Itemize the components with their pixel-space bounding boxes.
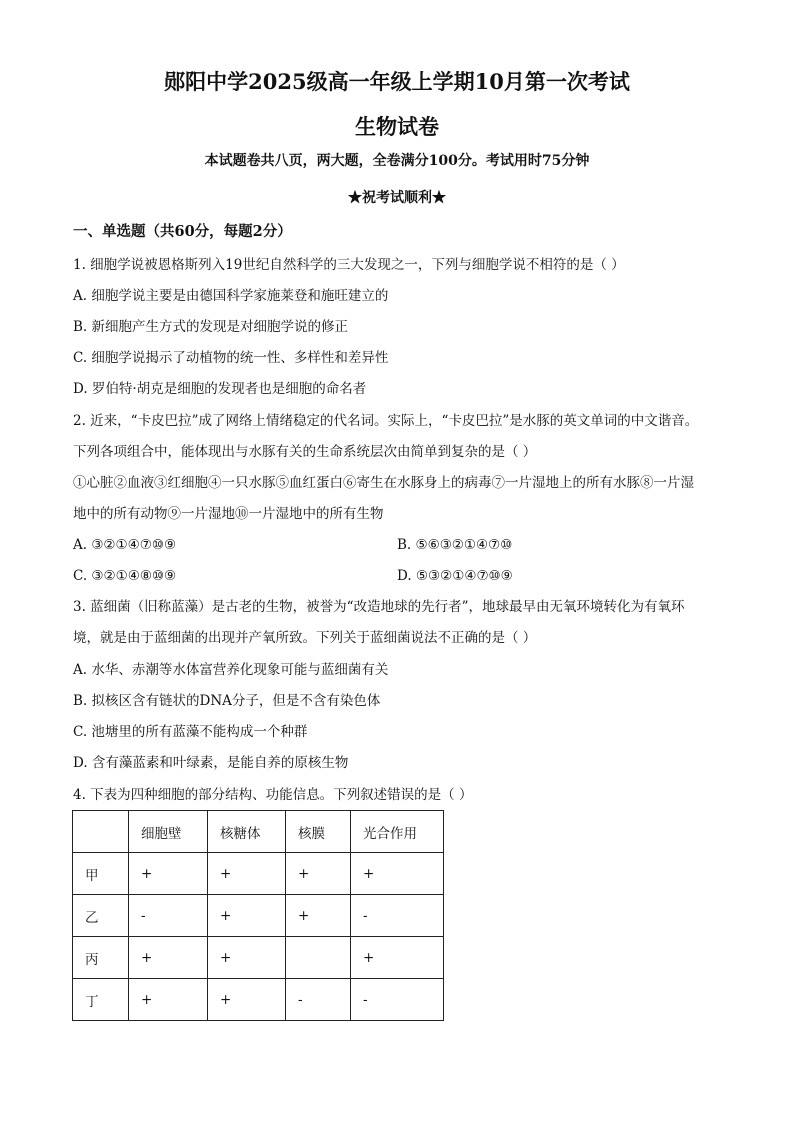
table-cell: +: [208, 937, 286, 979]
q3-option-a: A. 水华、赤潮等水体富营养化现象可能与蓝细菌有关: [73, 662, 389, 678]
table-cell: +: [129, 937, 208, 979]
table-row: [73, 937, 444, 979]
q1-option-a: A. 细胞学说主要是由德国科学家施莱登和施旺建立的: [73, 288, 389, 304]
table-cell: 乙: [73, 895, 129, 937]
table-header-cell: 光合作用: [351, 811, 444, 853]
q4-stem: 4. 下表为四种细胞的部分结构、功能信息。下列叙述错误的是（ ）: [73, 787, 473, 803]
q2-option-d: D. ⑤③②①④⑦⑩⑨: [397, 568, 513, 584]
table-cell: -: [351, 895, 444, 937]
table-row: [73, 979, 444, 1021]
subject-title: 生物试卷: [355, 114, 439, 139]
table-header-cell: 核糖体: [208, 811, 286, 853]
q2-stem-line1: 2. 近来，“卡皮巴拉”成了网络上情绪稳定的代名词。实际上，“卡皮巴拉”是水豚的英文单词的中文谐音。: [73, 413, 699, 429]
section-heading: 一、单选题（共60分，每题2分）: [73, 223, 292, 240]
table-cell: 丙: [73, 937, 129, 979]
q3-option-b: B. 拟核区含有链状的DNA分子，但是不含有染色体: [73, 693, 381, 709]
table-cell: +: [129, 979, 208, 1021]
table-cell: +: [208, 853, 286, 895]
table-cell: +: [208, 895, 286, 937]
table-header-row: [73, 811, 444, 853]
table-cell: +: [129, 853, 208, 895]
exam-title: 郧阳中学2025级高一年级上学期10月第一次考试: [164, 69, 630, 94]
table-cell: +: [208, 979, 286, 1021]
q2-stem-line2: 下列各项组合中，能体现出与水豚有关的生命系统层次由简单到复杂的是（ ）: [73, 444, 537, 460]
table-cell: +: [286, 853, 351, 895]
table-header-cell: 细胞壁: [129, 811, 208, 853]
table-cell: -: [286, 979, 351, 1021]
q1-option-b: B. 新细胞产生方式的发现是对细胞学说的修正: [73, 319, 349, 335]
cell-structure-table: [72, 810, 444, 1021]
table-cell: 甲: [73, 853, 129, 895]
q2-option-c: C. ③②①④⑧⑩⑨: [73, 568, 177, 584]
q3-option-d: D. 含有藻蓝素和叶绿素，是能自养的原核生物: [73, 755, 349, 771]
table-cell: 丁: [73, 979, 129, 1021]
q2-option-a: A. ③②①④⑦⑩⑨: [73, 537, 177, 553]
q2-stem-line3: ①心脏②血液③红细胞④一只水豚⑤血红蛋白⑥寄生在水豚身上的病毒⑦一片湿地上的所有水豚⑧一片湿: [73, 475, 694, 491]
q3-stem-line1: 3. 蓝细菌（旧称蓝藻）是古老的生物，被誉为“改造地球的先行者”，地球最早由无氧环境转化为有氧环: [73, 599, 685, 615]
table-cell: [286, 937, 351, 979]
q2-stem-line4: 地中的所有动物⑨一片湿地⑩一片湿地中的所有生物: [73, 506, 384, 522]
q3-stem-line2: 境，就是由于蓝细菌的出现并产氧所致。下列关于蓝细菌说法不正确的是（ ）: [73, 630, 537, 646]
q1-option-d: D. 罗伯特·胡克是细胞的发现者也是细胞的命名者: [73, 381, 367, 397]
table-cell: +: [351, 937, 444, 979]
table-cell: -: [129, 895, 208, 937]
table-row: [73, 853, 444, 895]
table-header-cell: 核膜: [286, 811, 351, 853]
q1-stem: 1. 细胞学说被恩格斯列入19世纪自然科学的三大发现之一，下列与细胞学说不相符的是（ ）: [73, 257, 625, 273]
table-cell: -: [351, 979, 444, 1021]
table-cell: +: [286, 895, 351, 937]
good-luck-line: ★祝考试顺利★: [348, 190, 446, 206]
table-cell: +: [351, 853, 444, 895]
exam-info: 本试题卷共八页，两大题，全卷满分100分。考试用时75分钟: [204, 153, 590, 169]
table-row: [73, 895, 444, 937]
table-header-cell: [73, 811, 129, 853]
q1-option-c: C. 细胞学说揭示了动植物的统一性、多样性和差异性: [73, 350, 389, 366]
q3-option-c: C. 池塘里的所有蓝藻不能构成一个种群: [73, 724, 308, 740]
q2-option-b: B. ⑤⑥③②①④⑦⑩: [397, 537, 513, 553]
